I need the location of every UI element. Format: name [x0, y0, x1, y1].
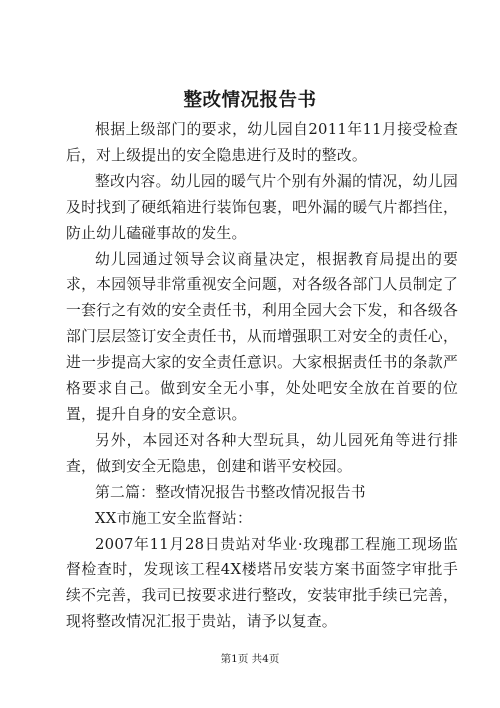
page-number: 第1页 共4页	[220, 653, 280, 665]
document-title: 整改情况报告书	[183, 90, 317, 111]
paragraph-second-heading: 第二篇：整改情况报告书整改情况报告书	[95, 483, 366, 501]
paragraph-inspection: 另外，本园还对各种大型玩具，幼儿园死角等进行排查，做到安全无隐患，创建和谐平安校园。	[66, 431, 458, 475]
paragraph-rectification-content: 整改内容。幼儿园的暖气片个别有外漏的情况，幼儿园及时找到了硬纸箱进行装饰包裹，吧外漏的暖气片都挡住，防止幼儿磕碰事故的发生。	[66, 172, 458, 242]
paragraph-safety-responsibility: 幼儿园通过领导会议商量决定，根据教育局提出的要求，本园领导非常重视安全问题，对各级各部门人员制定了一套行之有效的安全责任书，利用全园大会下发，和各级各部门层层签订安全责任书，从而增强职工对安全的责任心，进一步提高大家的安全责任意识。大家根据责任书的条款严格要求自己。做到安全无小事，处处吧安全放在首要的位置，提升自身的安全意识。	[66, 250, 458, 423]
paragraph-addressee: XX市施工安全监督站：	[95, 509, 252, 527]
paragraph-report: 2007年11月28日贵站对华业·玫瑰郡工程施工现场监督检查时，发现该工程4X楼塔吊安装方案书面签字审批手续不完善，我司已按要求进行整改，安装审批手续已完善，现将整改情况汇报于贵站，请予以复查。	[66, 535, 458, 631]
document-body	[66, 117, 458, 635]
paragraph-intro: 根据上级部门的要求，幼儿园自2011年11月接受检查后，对上级提出的安全隐患进行及时的整改。	[66, 121, 458, 164]
